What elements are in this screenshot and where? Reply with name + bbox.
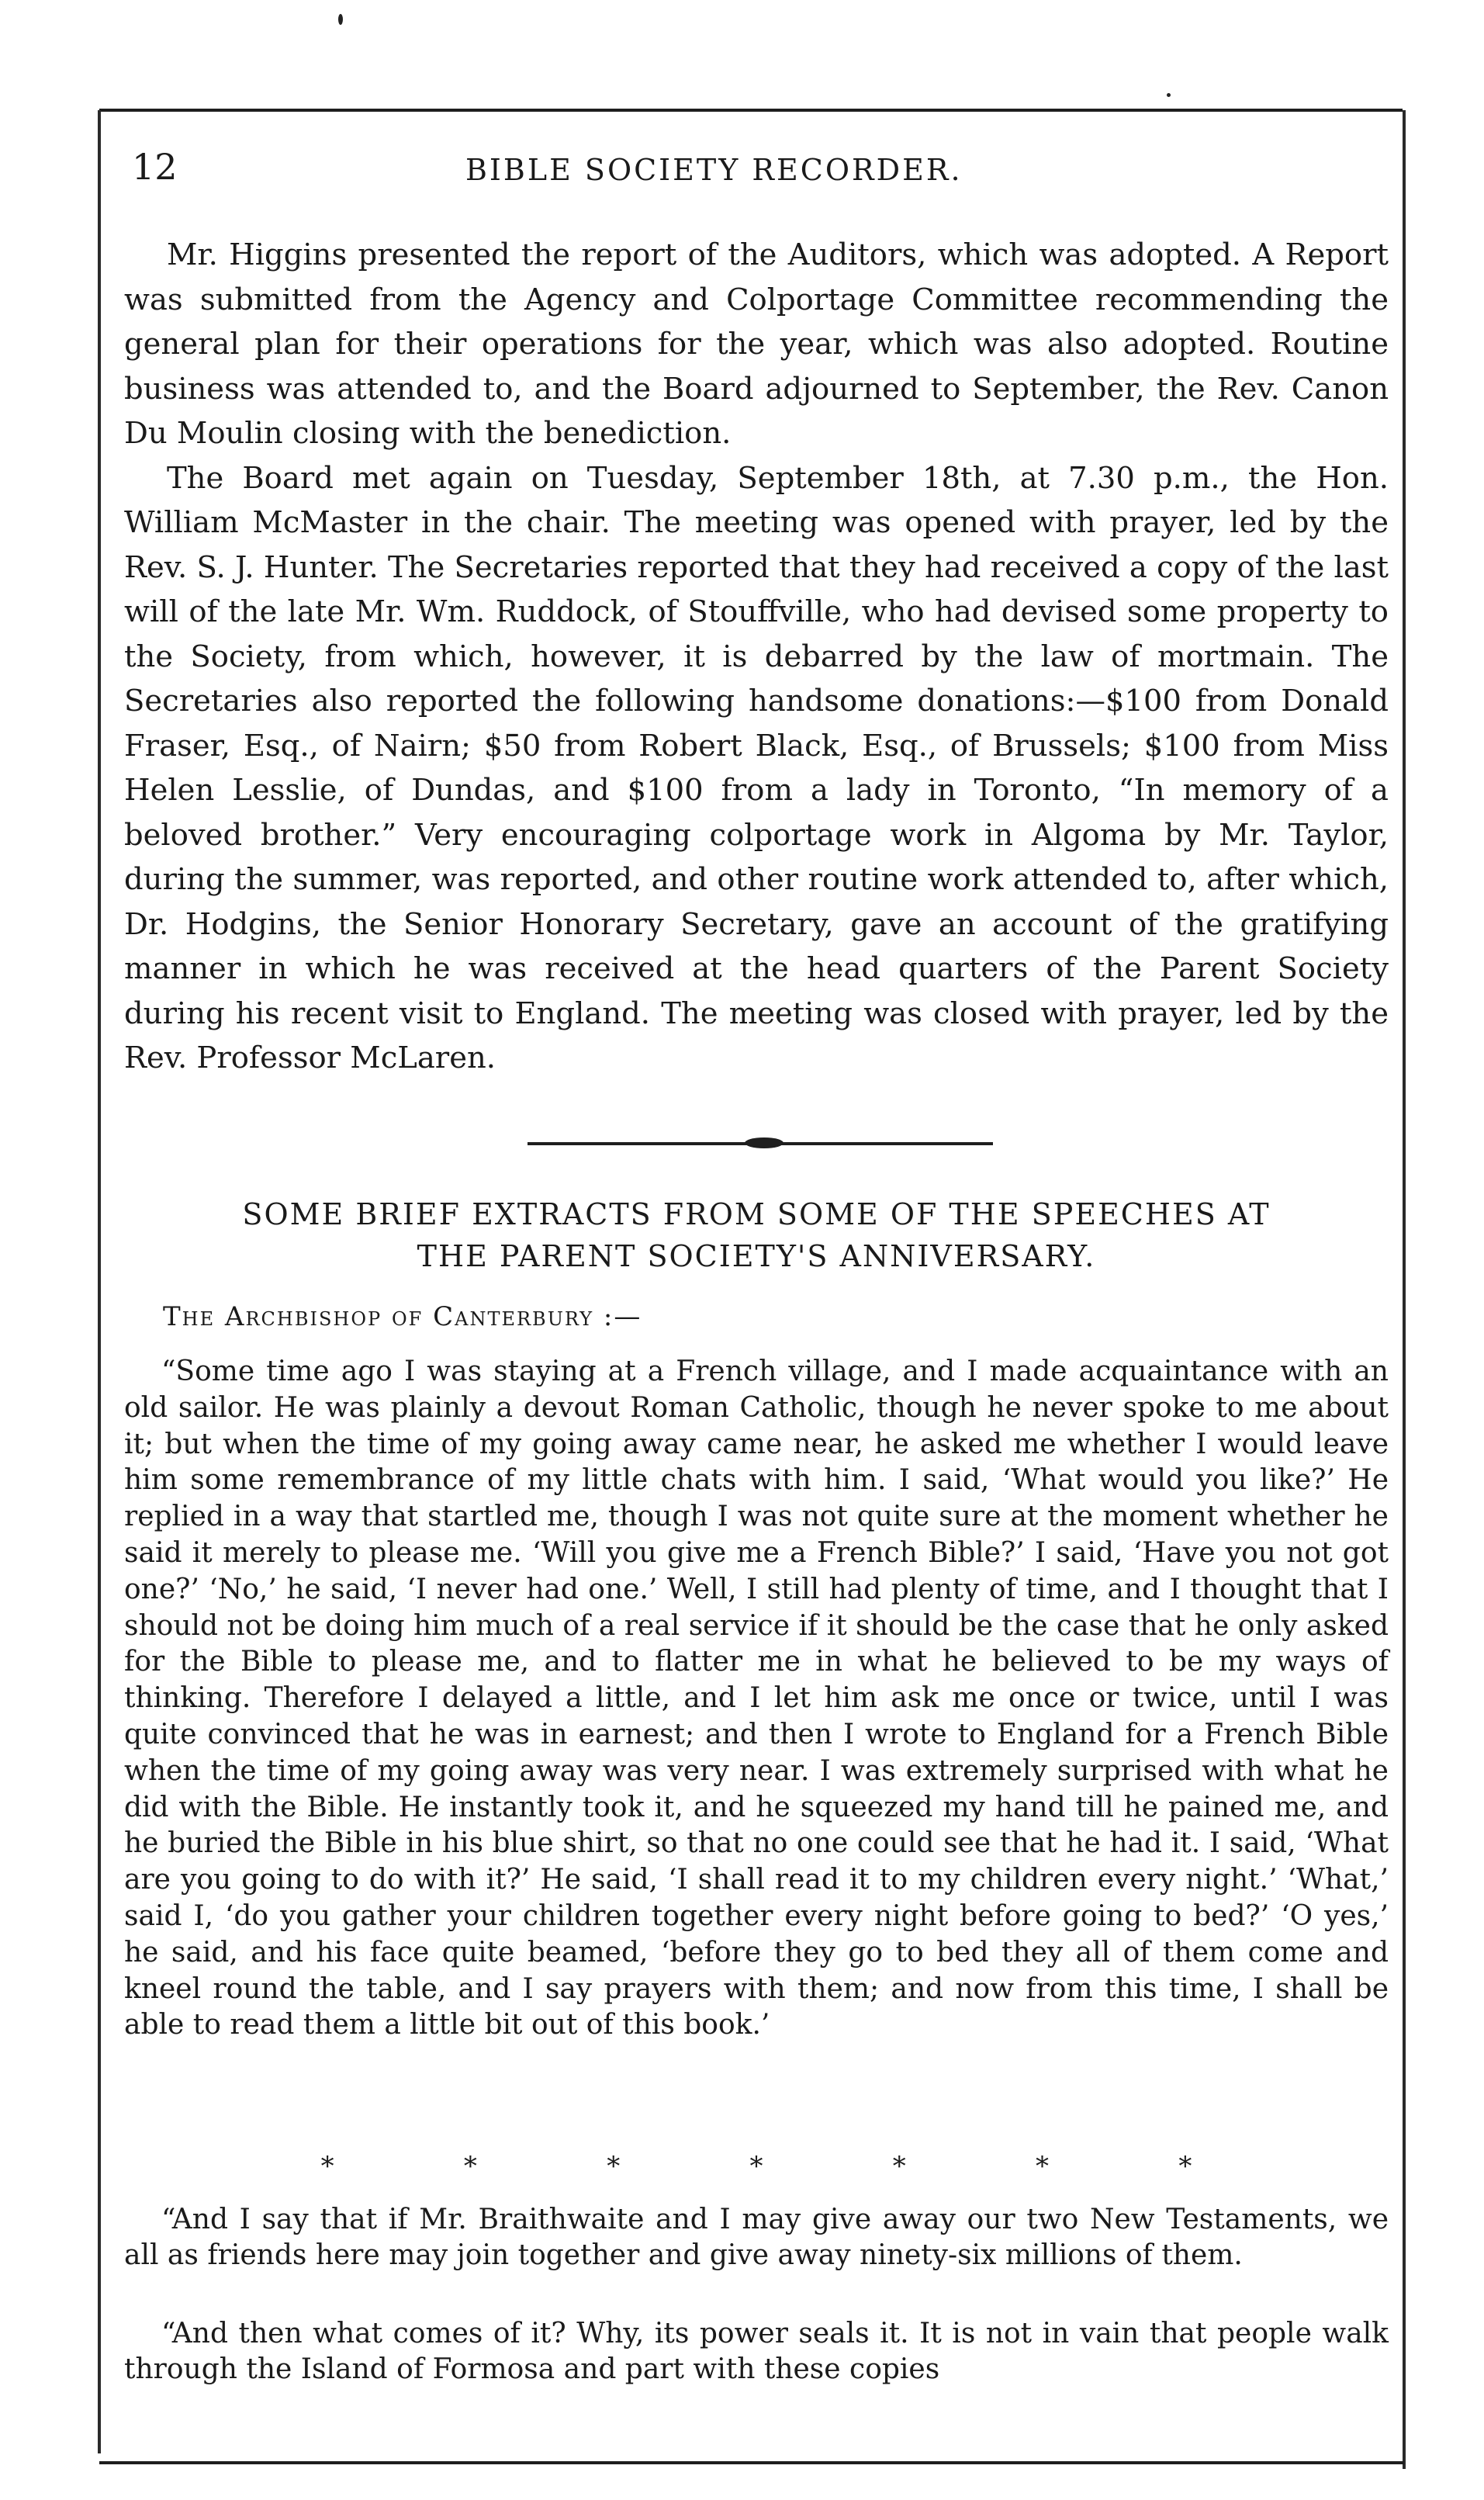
quote-paragraph: “And I say that if Mr. Braithwaite and I may give away our two New Testaments, we all as friends here may join together and give away ninety-six millions of them. [124, 2204, 1389, 2271]
page-number: 12 [132, 146, 178, 188]
asterisk: * [607, 2151, 621, 2182]
page-frame-left-border [98, 110, 101, 2453]
print-speck [1167, 93, 1171, 97]
asterisk: * [1178, 2151, 1192, 2182]
speech-extract [124, 2316, 1389, 2387]
page-frame-top-border [99, 109, 1403, 112]
board-minutes [124, 233, 1389, 1081]
print-speck [338, 14, 343, 25]
minutes-paragraph: Mr. Higgins presented the report of the Auditors, which was adopted. A Report was submitted from the Agency and Colportage Committee recommending the general plan for their operations for the year, which was also adopted. Routine business was attended to, and the Board adjourned to September, the Rev. Canon Du Moulin closing with the benediction. [124, 237, 1389, 451]
quote-paragraph: “And then what comes of it? Why, its power seals it. It is not in vain that people walk through the Island of Formosa and part with these copies [124, 2318, 1389, 2385]
asterisk: * [463, 2151, 477, 2182]
speaker-name: The Archbishop of Canterbury :— [163, 1301, 642, 1332]
quote-paragraph: “Some time ago I was staying at a French village, and I made acquaintance with an old sailor. He was plainly a devout Roman Catholic, though he never spoke to me about it; but when the time of my going away came near, he asked me whether I would leave him some remembrance of my little chats with him. I said, ‘What would you like?’ He replied in a way that startled me, though I was not quite sure at the moment whether he said it merely to please me. ‘Will you give me a French Bible?’ I said, ‘Have you not got one?’ ‘No,’ he said, ‘I never had one.’ Well, I still had plenty of time, and I thought that I should not be doing him much of a real service if it should be the case that he only asked for the Bible to please me, and to flatter me in what he believed to be my ways of thinking. Therefore I delayed a little, and I let him ask me once or twice, until I was quite convinced that he was in earnest; and then I wrote to England for a French Bible when the time of my going away was very near. I was extremely surprised with what he did with the Bible. He instantly took it, and he squeezed my hand till he pained me, and he buried the Bible in his blue shirt, so that no one could see that he had it. I said, ‘What are you going to do with it?’ He said, ‘I shall read it to my children every night.’ ‘What,’ said I, ‘do you gather your children together every night before going to bed?’ ‘O yes,’ he said, and his face quite beamed, ‘before they go to bed they all of them come and kneel round the table, and I say prayers with them; and now from this time, I shall be able to read them a little bit out of this book.’ [124, 1356, 1389, 2041]
running-head: BIBLE SOCIETY RECORDER. [465, 153, 963, 187]
article-heading-line: THE PARENT SOCIETY'S ANNIVERSARY. [417, 1239, 1096, 1273]
asterisk: * [749, 2151, 763, 2182]
asterisk: * [1036, 2151, 1050, 2182]
article-heading [124, 1193, 1389, 1277]
asterisk: * [892, 2151, 906, 2182]
section-divider-ornament [745, 1137, 784, 1148]
asterism-row [124, 2153, 1389, 2180]
asterisk: * [320, 2151, 334, 2182]
article-heading-line: SOME BRIEF EXTRACTS FROM SOME OF THE SPEECHES AT [242, 1197, 1271, 1231]
minutes-paragraph: The Board met again on Tuesday, September 18th, at 7.30 p.m., the Hon. William McMaster in the chair. The meeting was opened with prayer, led by the Rev. S. J. Hunter. The Secretaries reported that they had received a copy of the last will of the late Mr. Wm. Ruddock, of Stouffville, who had devised some property to the Society, from which, however, it is debarred by the law of mortmain. The Secretaries also reported the following handsome donations:—$100 from Donald Fraser, Esq., of Nairn; $50 from Robert Black, Esq., of Brussels; $100 from Miss Helen Lesslie, of Dundas, and $100 from a lady in Toronto, “In memory of a beloved brother.” Very encouraging colportage work in Algoma by Mr. Taylor, during the summer, was reported, and other routine work attended to, after which, Dr. Hodgins, the Senior Honorary Secretary, gave an account of the gratifying manner in which he was received at the head quarters of the Parent Society during his recent visit to England. The meeting was closed with prayer, led by the Rev. Professor McLaren. [124, 460, 1389, 1075]
speech-extract [124, 2202, 1389, 2273]
page-frame-bottom-border [99, 2461, 1404, 2464]
page-frame-right-border [1403, 110, 1406, 2469]
speech-extract [124, 1354, 1389, 2044]
